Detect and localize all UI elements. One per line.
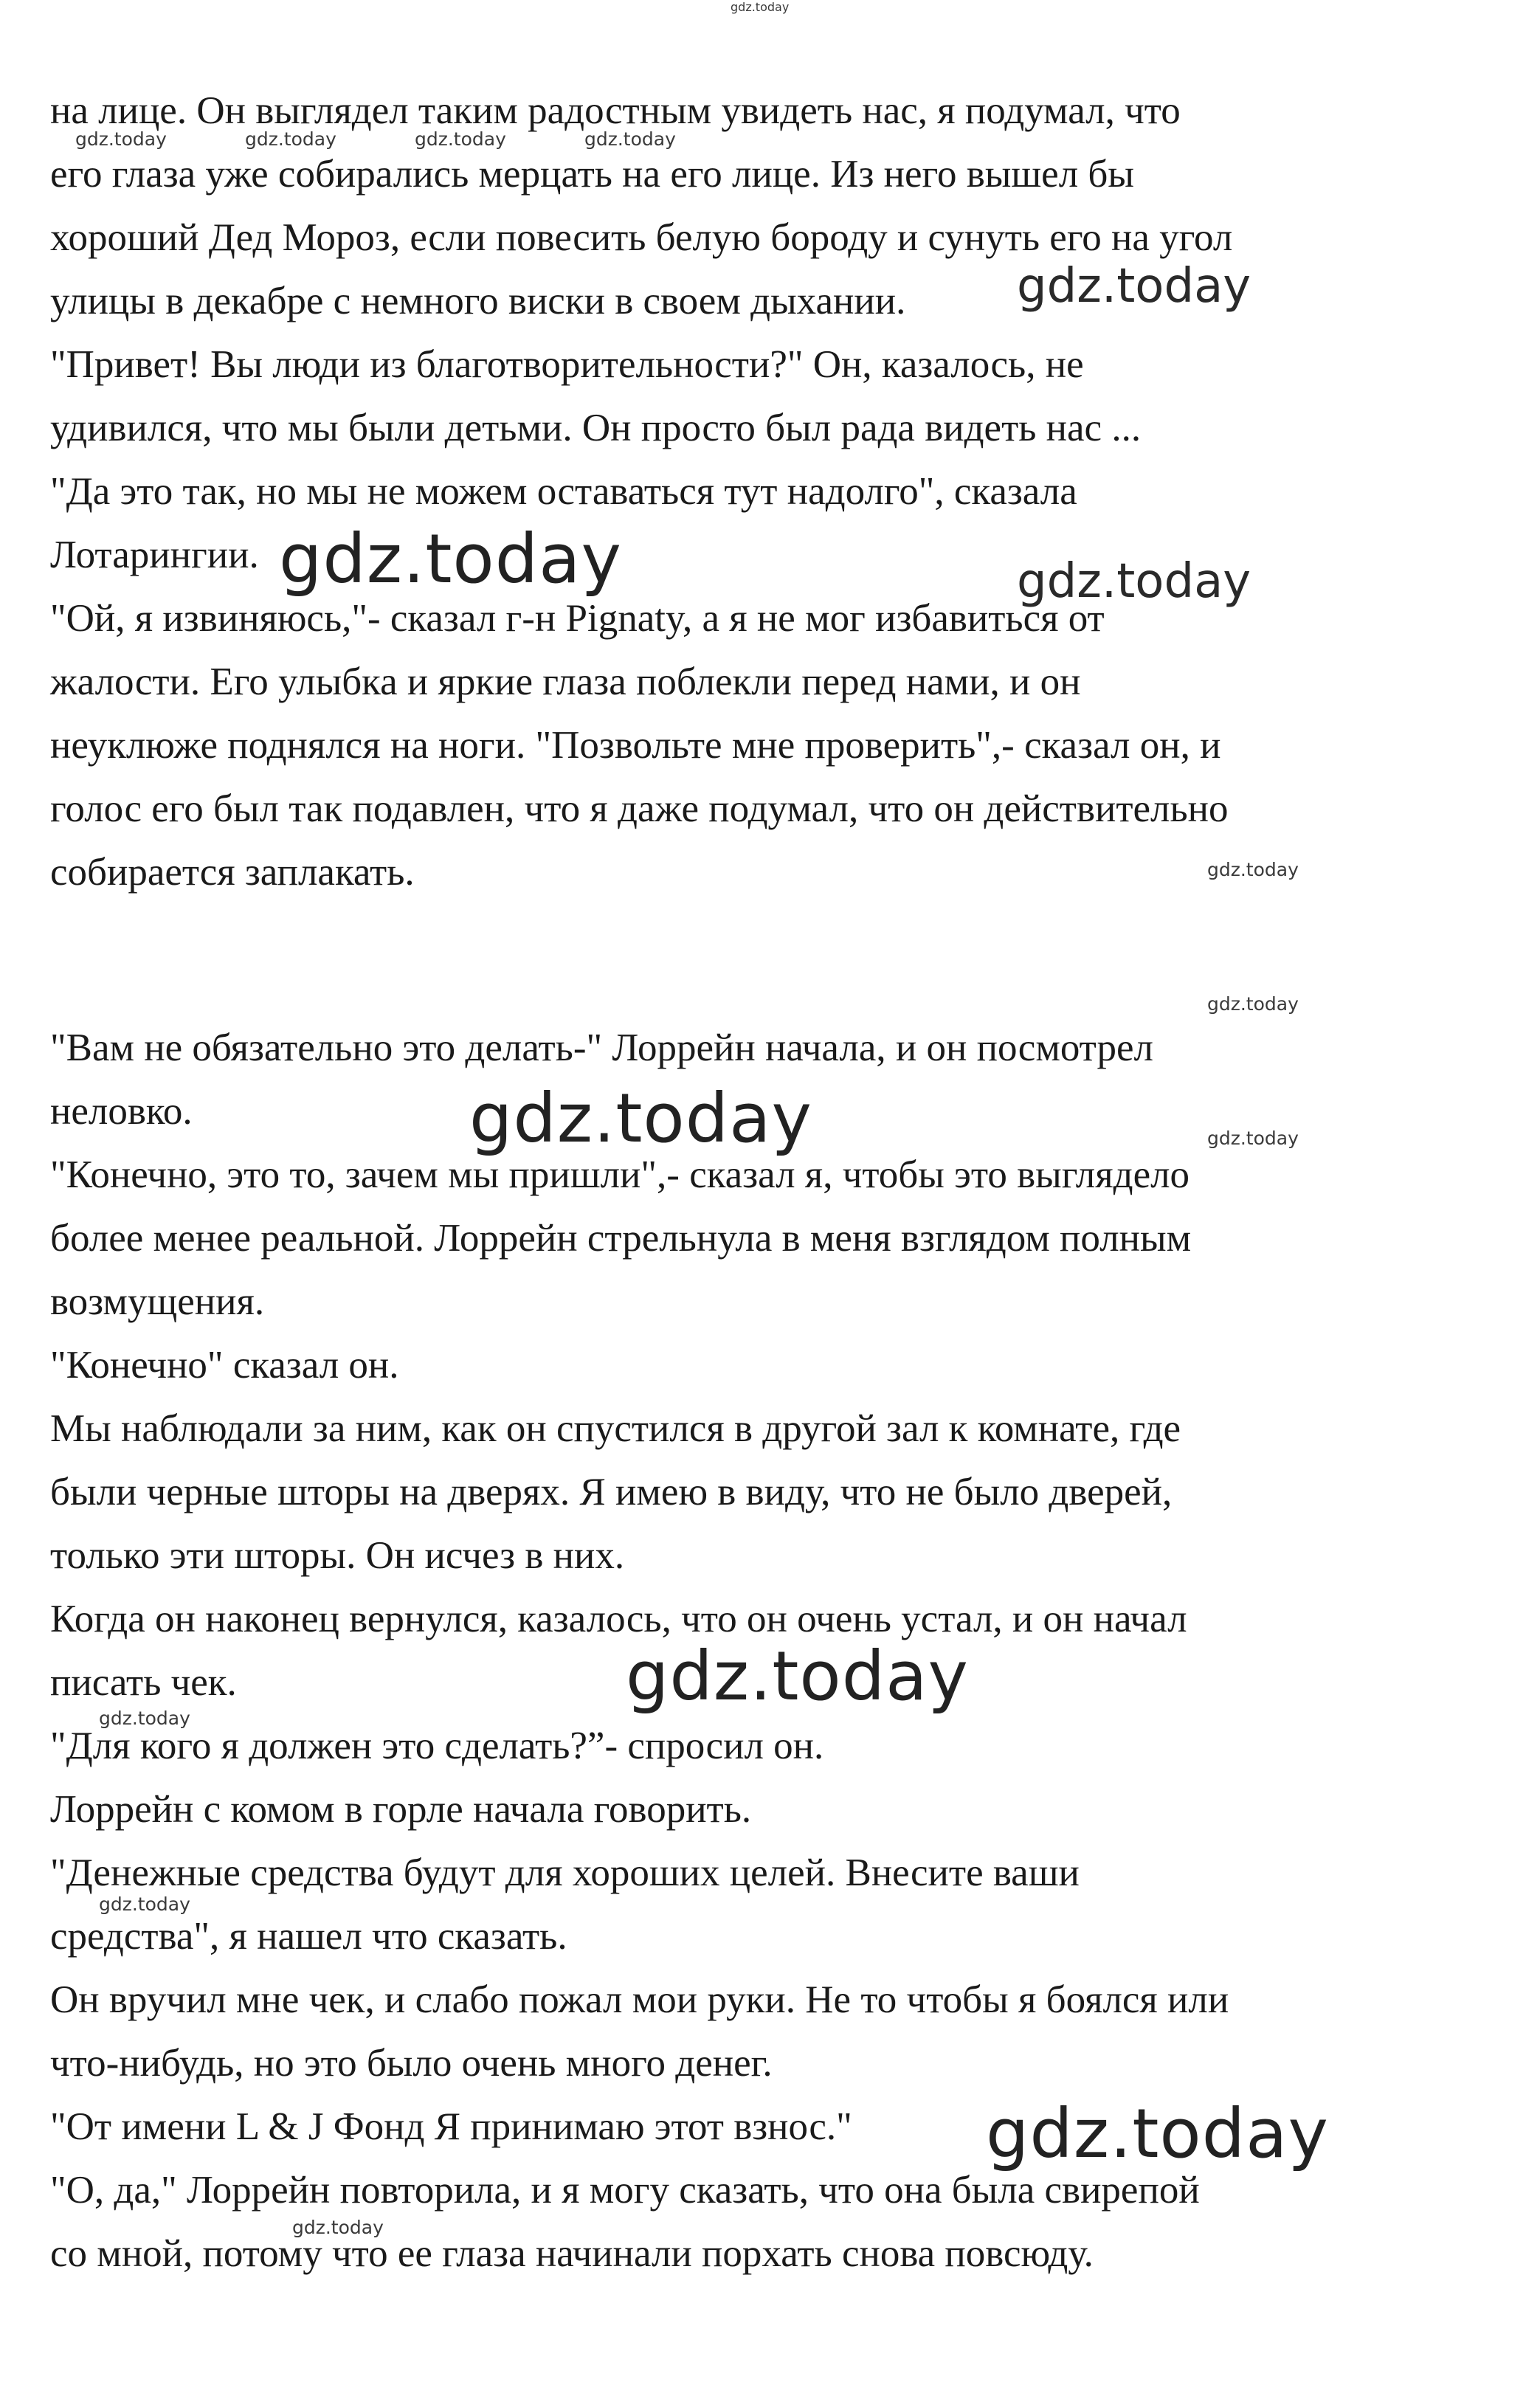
text-line: возмущения. [50,1280,265,1323]
text-line: средства", я нашел что сказать. [50,1915,567,1958]
watermark: gdz.today [99,1893,190,1915]
text-line: "От имени L & J Фонд Я принимаю этот взнос." [50,2105,852,2148]
text-line: удивился, что мы были детьми. Он просто был рада видеть нас ... [50,407,1142,449]
text-line: "Денежные средства будут для хороших целей. Внесите ваши [50,1851,1080,1894]
watermark: gdz.today [469,1079,812,1158]
text-line: собирается заплакать. [50,851,415,894]
text-line: "Ой, я извиняюсь,"- сказал г-н Pignaty, а я не мог избавиться от [50,597,1105,640]
text-line: "Да это так, но мы не можем оставаться тут надолго", сказала [50,470,1077,513]
text-line: "Конечно, это то, зачем мы пришли",- сказал я, чтобы это выглядело [50,1153,1190,1196]
text-line: Лотарингии. [50,534,259,576]
text-line: его глаза уже собирались мерцать на его лице. Из него вышел бы [50,153,1134,196]
watermark: gdz.today [415,128,506,150]
text-line: были черные шторы на дверях. Я имею в виду, что не было дверей, [50,1471,1173,1513]
text-line: хороший Дед Мороз, если повесить белую бороду и сунуть его на угол [50,216,1233,259]
text-line: неловко. [50,1090,193,1133]
text-line: голос его был так подавлен, что я даже подумал, что он действительно [50,787,1229,830]
text-line: неуклюже поднялся на ноги. "Позвольте мне проверить",- сказал он, и [50,724,1221,767]
watermark: gdz.today [1017,259,1251,314]
watermark: gdz.today [1207,993,1299,1015]
watermark: gdz.today [75,128,167,150]
watermark: gdz.today [986,2094,1329,2173]
text-line: "О, да," Лоррейн повторила, и я могу сказать, что она была свирепой [50,2169,1200,2212]
text-line: на лице. Он выглядел таким радостным увидеть нас, я подумал, что [50,89,1181,132]
text-line: более менее реальной. Лоррейн стрельнула в меня взглядом полным [50,1217,1192,1260]
text-line: "Для кого я должен это сделать?”- спросил он. [50,1725,824,1767]
text-line: со мной, потому что ее глаза начинали порхать снова повсюду. [50,2232,1094,2275]
text-line: улицы в декабре с немного виски в своем дыхании. [50,280,906,322]
text-line: писать чек. [50,1661,237,1704]
text-line: Он вручил мне чек, и слабо пожал мои руки. Не то чтобы я боялся или [50,1978,1229,2021]
text-line: Когда он наконец вернулся, казалось, что он очень устал, и он начал [50,1598,1187,1640]
text-line: Лоррейн с комом в горле начала говорить. [50,1788,752,1831]
watermark: gdz.today [245,128,336,150]
watermark: gdz.today [584,128,676,150]
watermark: gdz.today [99,1708,190,1729]
watermark: gdz.today [1207,1128,1299,1149]
text-line: "Конечно" сказал он. [50,1344,399,1387]
text-line: что-нибудь, но это было очень много денег. [50,2042,773,2085]
watermark: gdz.today [626,1637,969,1716]
watermark: gdz.today [731,0,790,14]
text-line: "Вам не обязательно это делать-" Лоррейн начала, и он посмотрел [50,1026,1153,1069]
text-line: "Привет! Вы люди из благотворительности?" Он, казалось, не [50,343,1084,386]
watermark: gdz.today [1207,859,1299,880]
watermark: gdz.today [279,519,622,598]
text-line: жалости. Его улыбка и яркие глаза поблекли перед нами, и он [50,660,1081,703]
watermark: gdz.today [1017,554,1251,609]
text-line: Мы наблюдали за ним, как он спустился в другой зал к комнате, где [50,1407,1181,1450]
text-line: только эти шторы. Он исчез в них. [50,1534,625,1577]
watermark: gdz.today [292,2217,384,2238]
